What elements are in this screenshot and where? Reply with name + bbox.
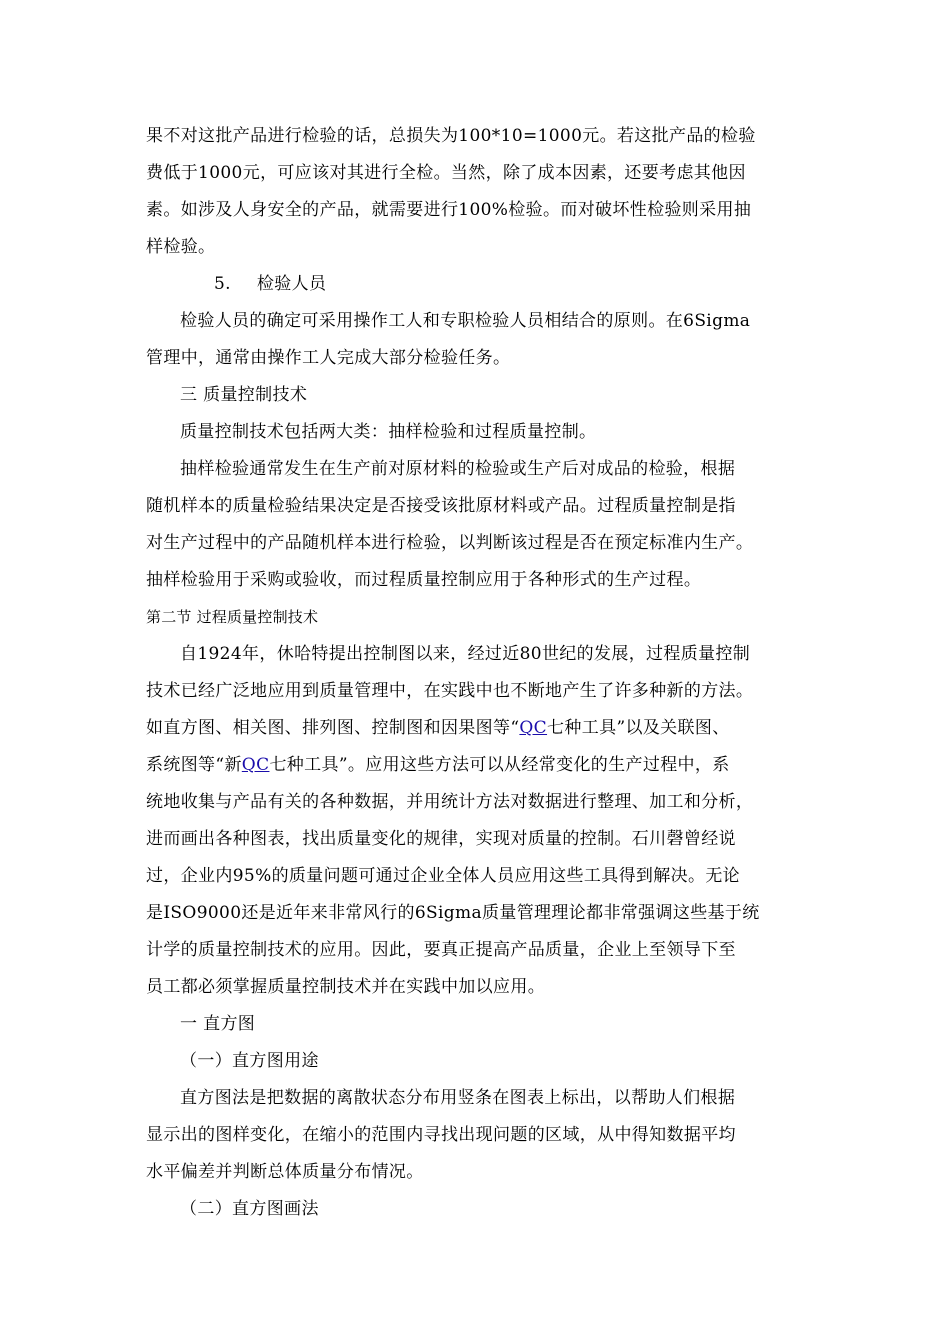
paragraph-line: 随机样本的质量检验结果决定是否接受该批原材料或产品。过程质量控制是指: [146, 496, 736, 516]
paragraph-line: 员工都必须掌握质量控制技术并在实践中加以应用。: [146, 977, 546, 997]
subsection-heading: （一）直方图用途: [180, 1051, 319, 1071]
subsection-heading: 一 直方图: [180, 1014, 256, 1034]
paragraph-line: 检验人员的确定可采用操作工人和专职检验人员相结合的原则。在6Sigma: [180, 311, 751, 331]
paragraph-line: 费低于1000元，可应该对其进行全检。当然，除了成本因素，还要考虑其他因: [146, 163, 746, 183]
paragraph-line: 水平偏差并判断总体质量分布情况。: [146, 1162, 424, 1182]
paragraph-line: 统地收集与产品有关的各种数据，并用统计方法对数据进行整理、加工和分析，: [146, 792, 754, 812]
paragraph-line-with-link: [146, 710, 810, 747]
document-body: [146, 118, 810, 1228]
chapter-heading: 第二节 过程质量控制技术: [146, 608, 319, 626]
item-title: 检验人员: [256, 274, 327, 294]
paragraph-line: 质量控制技术包括两大类：抽样检验和过程质量控制。: [180, 422, 597, 442]
paragraph-line: 抽样检验用于采购或验收，而过程质量控制应用于各种形式的生产过程。: [146, 570, 702, 590]
item-number: 5.: [214, 274, 231, 294]
numbered-heading-5: [146, 266, 810, 303]
text-span: 七种工具”。应用这些方法可以从经常变化的生产过程中，系: [269, 755, 730, 775]
paragraph-line: 对生产过程中的产品随机样本进行检验，以判断该过程是否在预定标准内生产。: [146, 533, 754, 553]
paragraph-line: 管理中，通常由操作工人完成大部分检验任务。: [146, 348, 511, 368]
paragraph-line: 自1924年，休哈特提出控制图以来，经过近80世纪的发展，过程质量控制: [180, 644, 751, 664]
paragraph-line-with-link: [146, 747, 810, 784]
subsection-heading: （二）直方图画法: [180, 1199, 319, 1219]
paragraph-line: 进而画出各种图表，找出质量变化的规律，实现对质量的控制。石川磬曾经说: [146, 829, 736, 849]
section-heading: 三 质量控制技术: [180, 385, 308, 405]
paragraph-line: 果不对这批产品进行检验的话，总损失为100*10=1000元。若这批产品的检验: [146, 126, 756, 146]
text-span: 七种工具”以及关联图、: [547, 718, 730, 738]
paragraph-line: 显示出的图样变化，在缩小的范围内寻找出现问题的区域，从中得知数据平均: [146, 1125, 736, 1145]
qc-link[interactable]: QC: [519, 718, 548, 738]
text-span: 系统图等“新: [146, 755, 242, 775]
paragraph-line: 计学的质量控制技术的应用。因此，要真正提高产品质量，企业上至领导下至: [146, 940, 736, 960]
paragraph-line: 是ISO9000还是近年来非常风行的6Sigma质量管理理论都非常强调这些基于统: [146, 903, 760, 923]
qc-link[interactable]: QC: [241, 755, 270, 775]
paragraph-line: 过，企业内95%的质量问题可通过企业全体人员应用这些工具得到解决。无论: [146, 866, 741, 886]
paragraph-line: 抽样检验通常发生在生产前对原材料的检验或生产后对成品的检验，根据: [180, 459, 736, 479]
text-span: 如直方图、相关图、排列图、控制图和因果图等“: [146, 718, 520, 738]
paragraph-line: 素。如涉及人身安全的产品，就需要进行100%检验。而对破坏性检验则采用抽: [146, 200, 752, 220]
paragraph-line: 直方图法是把数据的离散状态分布用竖条在图表上标出，以帮助人们根据: [180, 1088, 736, 1108]
paragraph-line: 样检验。: [146, 237, 216, 257]
paragraph-line: 技术已经广泛地应用到质量管理中，在实践中也不断地产生了许多种新的方法。: [146, 681, 754, 701]
